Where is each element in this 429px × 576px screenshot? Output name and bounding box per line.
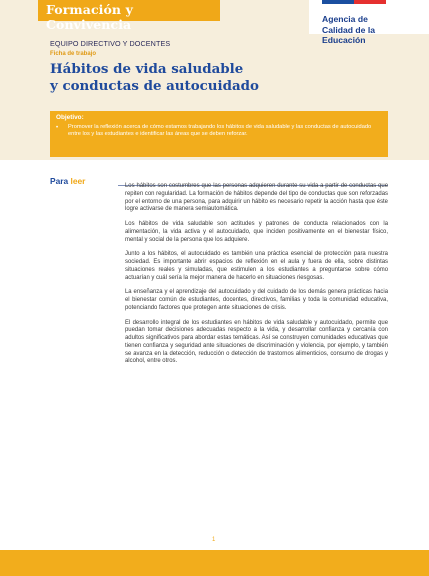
objective-label: Objetivo:: [56, 114, 84, 121]
paragraph: Junto a los hábitos, el autocuidado es también una práctica esencial de protección para nuestra sociedad. Es importante abrir espacios de reflexión en el aula y fuera de ella, sobre distintas situaciones reales y simuladas, que estimulen a los estudiantes a preguntarse sobre cómo actuarían y cuál sería la mejor manera de hacerlo en situaciones riesgosas.: [125, 251, 388, 281]
paragraph: El desarrollo integral de los estudiantes en hábitos de vida saludable y autocuidado, permite que puedan tomar decisiones adecuadas respecto a la vida, y desarrollar confianza y cercanía con adultos significativos para abordar estas temáticas. Así se construyen comunidades educativas que tienen confianza y seguridad ante situaciones de discriminación y violencia, por ejemplo, y también se avanza en la detección, reducción o detección de trastornos alimenticios, consumo de drogas y alcohol, entre otros.: [125, 319, 388, 365]
page-number: 1: [212, 537, 216, 543]
agency-logo-text: [322, 14, 412, 46]
objective-text: Promover la reflexión acerca de cómo estamos trabajando los hábitos de vida saludable y las conductas de autocuidado entre los y las estudiantes e identificar las áreas que se deben reforzar.: [68, 124, 372, 138]
agency-line-2: Calidad de la: [322, 24, 376, 35]
paragraph: La enseñanza y el aprendizaje del autocuidado y del cuidado de los demás genera prácticas hacia el bienestar común de estudiantes, docentes, directivos, familias y toda la comunidad educativa, potenciando factores que protegen ante situaciones de crisis.: [125, 289, 388, 311]
footer-band: [0, 550, 429, 576]
logo-stripe-red: [354, 0, 386, 4]
series-title: Formación y Convivencia: [46, 2, 133, 32]
section-heading-part1: Para: [50, 176, 71, 186]
paragraph: Los hábitos de vida saludable son actitudes y patrones de conducta relacionados con la alimentación, la vida activa y el autocuidado, que inciden positivamente en el bienestar físico, mental y social de la persona que los adquiere.: [125, 221, 388, 243]
audience-label: EQUIPO DIRECTIVO Y DOCENTES: [50, 39, 171, 48]
section-heading-part2: leer: [70, 176, 86, 186]
paragraph: Los hábitos son costumbres que las personas adquieren durante su vida a partir de conductas que repiten con regularidad. La formación de hábitos depende del tipo de conductas que son reforzadas por el entorno de una persona, para adquirir un hábito es necesario repetir la acción hasta que éste logre activarse de manera semiautomática.: [125, 183, 388, 213]
series-title-banner: [38, 0, 220, 32]
objective-bullet: •: [56, 125, 59, 131]
agency-line-1: Agencia de: [322, 14, 368, 24]
title-line-2: y conductas de autocuidado: [50, 78, 259, 94]
title-line-1: Hábitos de vida saludable: [50, 61, 244, 77]
logo-stripe-blue: [322, 0, 354, 4]
reading-body: [125, 183, 388, 373]
objective-box: [50, 111, 388, 157]
document-title: [50, 61, 310, 95]
sheet-type-label: Ficha de trabajo: [50, 51, 97, 57]
agency-line-3: Educación: [322, 35, 366, 45]
section-heading: [50, 176, 85, 186]
agency-logo-stripe: [322, 0, 386, 4]
